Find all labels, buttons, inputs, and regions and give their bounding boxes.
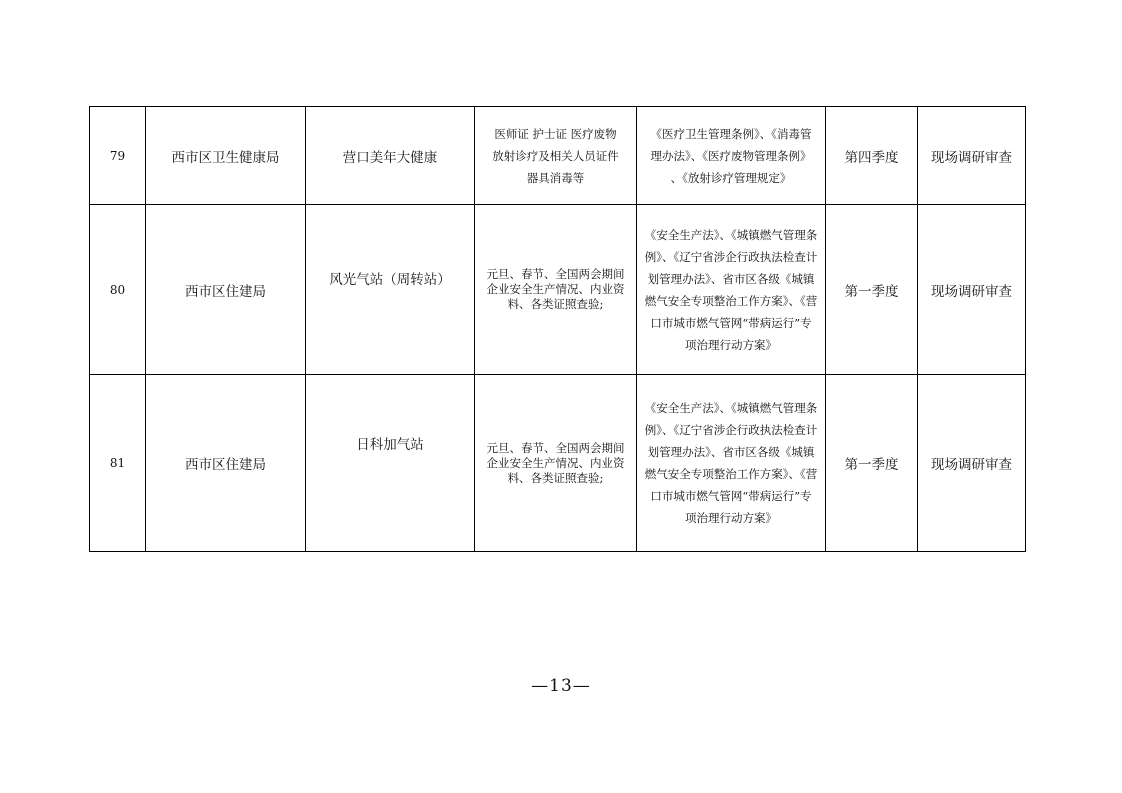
department-cell: 西市区卫生健康局 xyxy=(146,107,306,205)
basis-line: 燃气安全专项整治工作方案》、《营 xyxy=(644,293,818,308)
basis-line: 《医疗卫生管理条例》、《消毒管 xyxy=(650,126,812,141)
basis-cell xyxy=(637,375,826,552)
method-cell: 现场调研审查 xyxy=(918,205,1026,375)
content-line: 器具消毒等 xyxy=(526,170,585,185)
inspection-table xyxy=(89,106,1026,552)
basis-line: 口市城市燃气管网“带病运行”专 xyxy=(650,315,812,330)
page-number: —13— xyxy=(531,676,591,696)
row-number: 79 xyxy=(90,107,146,205)
basis-line: 划管理办法》、省市区各级《城镇 xyxy=(647,271,815,286)
basis-line: 《安全生产法》、《城镇燃气管理条 xyxy=(644,401,818,415)
unit-cell: 营口美年大健康 xyxy=(306,107,475,205)
basis-line: 例》、《辽宁省涉企行政执法检查计 xyxy=(644,249,818,264)
basis-line: 《安全生产法》、《城镇燃气管理条 xyxy=(644,227,818,242)
basis-line: 划管理办法》、省市区各级《城镇 xyxy=(647,445,815,459)
table-row xyxy=(90,205,1026,375)
basis-line: 口市城市燃气管网“带病运行”专 xyxy=(650,489,812,503)
content-line: 企业安全生产情况、内业资 xyxy=(486,282,625,296)
basis-cell xyxy=(637,205,826,375)
content-line: 料、各类证照查验; xyxy=(507,470,604,485)
unit-name: 风光气站（周转站） xyxy=(329,271,451,288)
basis-cell xyxy=(637,107,826,205)
unit-cell xyxy=(306,375,475,552)
quarter-cell: 第一季度 xyxy=(826,205,918,375)
content-line: 元旦、春节、全国两会期间 xyxy=(486,267,625,281)
content-line: 企业安全生产情况、内业资 xyxy=(486,455,625,470)
basis-line: 项治理行动方案》 xyxy=(685,511,777,525)
method-cell: 现场调研审查 xyxy=(918,375,1026,552)
department-cell: 西市区住建局 xyxy=(146,205,306,375)
method-cell: 现场调研审查 xyxy=(918,107,1026,205)
unit-cell xyxy=(306,205,475,375)
basis-line: 例》、《辽宁省涉企行政执法检查计 xyxy=(644,423,818,437)
row-number: 80 xyxy=(90,205,146,375)
content-cell xyxy=(475,375,637,552)
row-number: 81 xyxy=(90,375,146,552)
department-cell: 西市区住建局 xyxy=(146,375,306,552)
content-line: 放射诊疗及相关人员证件 xyxy=(492,148,619,163)
content-cell xyxy=(475,107,637,205)
quarter-cell: 第四季度 xyxy=(826,107,918,205)
table-row xyxy=(90,107,1026,205)
content-line: 元旦、春节、全国两会期间 xyxy=(486,440,625,455)
unit-name: 日科加气站 xyxy=(356,437,424,453)
basis-line: 、《放射诊疗管理规定》 xyxy=(670,170,792,185)
basis-line: 理办法》、《医疗废物管理条例》 xyxy=(650,148,812,163)
content-line: 料、各类证照查验; xyxy=(507,297,604,311)
basis-line: 项治理行动方案》 xyxy=(685,337,777,352)
table-row xyxy=(90,375,1026,552)
content-cell xyxy=(475,205,637,375)
quarter-cell: 第一季度 xyxy=(826,375,918,552)
basis-line: 燃气安全专项整治工作方案》、《营 xyxy=(644,467,818,481)
content-line: 医师证 护士证 医疗废物 xyxy=(494,126,617,141)
